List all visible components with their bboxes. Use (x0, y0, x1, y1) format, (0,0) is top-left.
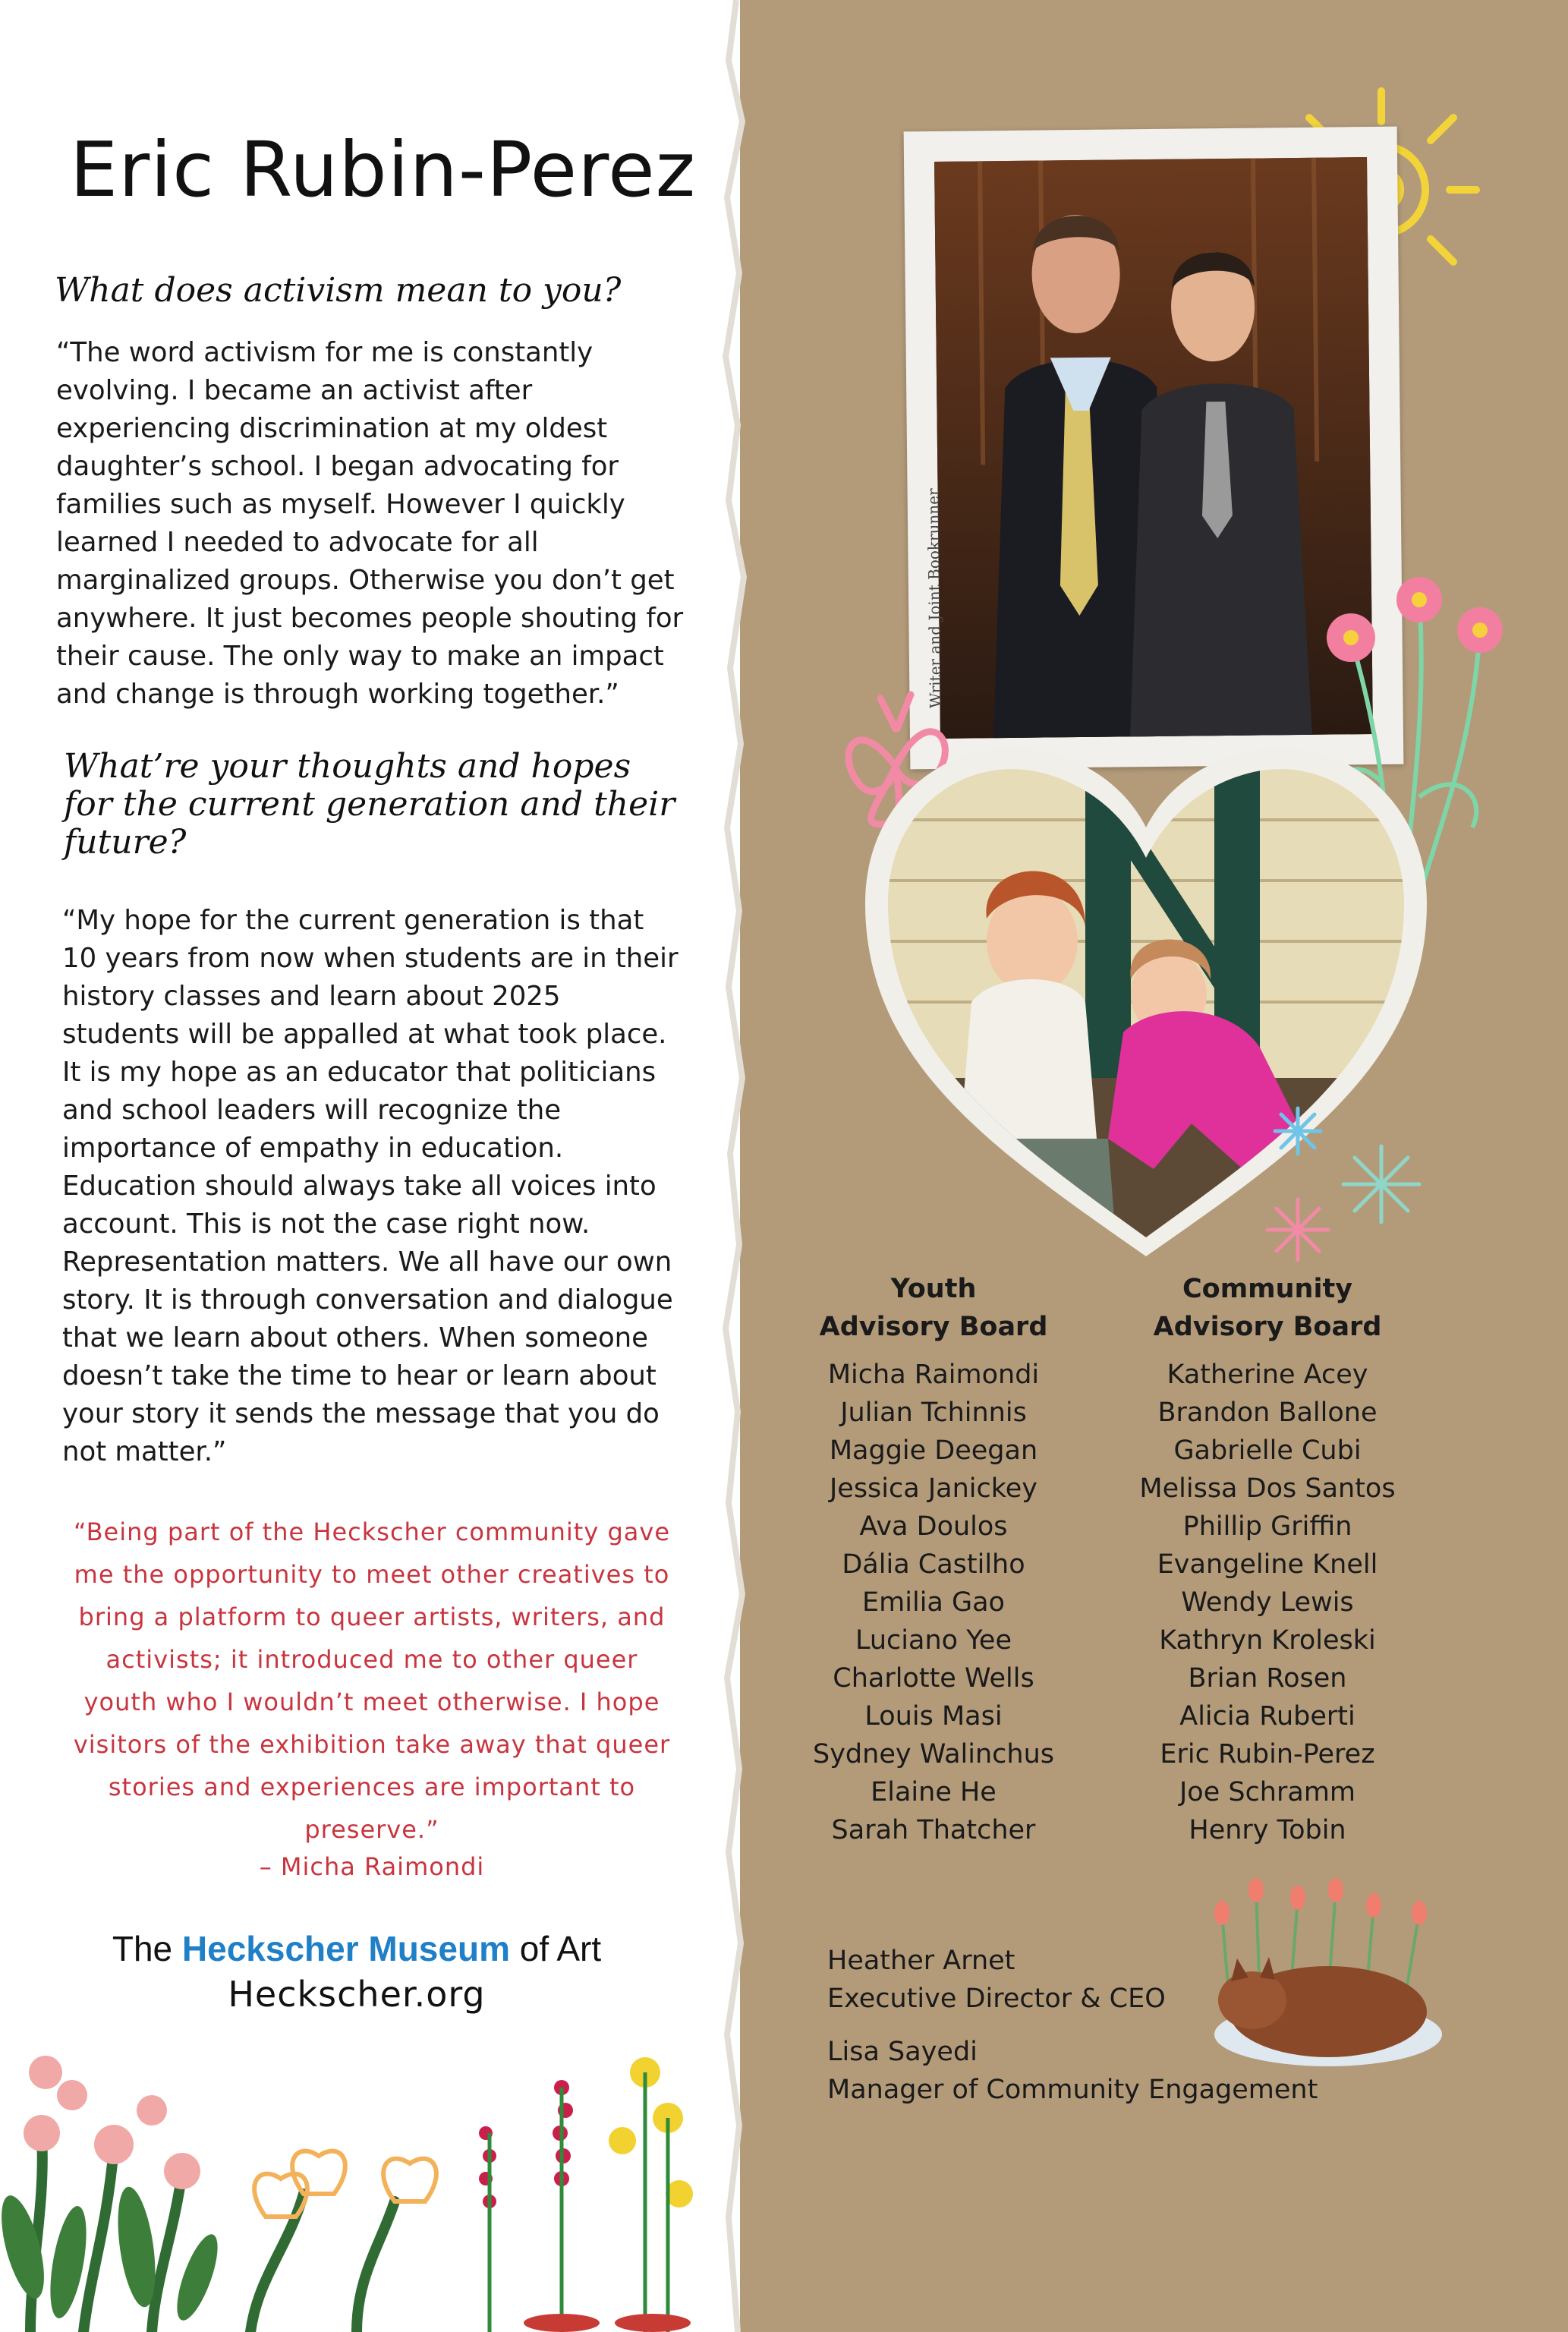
answer-hopes: “My hope for the current generation is that 10 years from now when students are in their history classes and learn about 2025 students will be appalled at what took place. It is my hope as an educator that politicians and school leaders will recognize the importance of empathy in education. Education should always take all voices into account. This is not the case right now. Representation matters. We all have our own story. It is through conversation and dialogue that we learn about others. When someone doesn’t take the time to hear or learn about your story it sends the message that you do not matter.” (62, 905, 679, 1467)
list-item: Sydney Walinchus (813, 1739, 1054, 1769)
list-item: Brian Rosen (1188, 1663, 1347, 1694)
staff-role: Manager of Community Engagement (827, 2075, 1318, 2105)
list-item: Evangeline Knell (1157, 1549, 1378, 1580)
list-item: Micha Raimondi (827, 1360, 1040, 1390)
question-activism: What does activism mean to you? (55, 271, 622, 310)
community-board-list (1116, 1356, 1419, 1849)
list-item: Elaine He (871, 1777, 997, 1807)
list-item: Melissa Dos Santos (1139, 1473, 1396, 1504)
list-item: Maggie Deegan (829, 1435, 1038, 1466)
youth-board-list (789, 1356, 1078, 1849)
testimonial-quote: “Being part of the Heckscher community gave me the opportunity to meet other creatives to bring a platform to queer artists, writers, and activists; it introduced me to other queer youth who I wouldn’t meet otherwise. I hope visitors of the exhibition take away that queer stories and experiences are important to preserve.” (73, 1517, 671, 1844)
youth-board-heading: Youth Advisory Board (819, 1274, 1048, 1342)
flowers-illustration (0, 2019, 713, 2332)
list-item: Phillip Griffin (1182, 1511, 1352, 1542)
list-item: Emilia Gao (862, 1587, 1005, 1618)
museum-website[interactable]: Heckscher.org (228, 1974, 486, 2015)
list-item: Alicia Ruberti (1179, 1701, 1355, 1732)
list-item: Kathryn Kroleski (1159, 1625, 1376, 1656)
list-item: Jessica Janickey (829, 1473, 1038, 1504)
list-item: Sarah Thatcher (831, 1815, 1036, 1845)
staff-role: Executive Director & CEO (827, 1984, 1166, 2014)
starburst-icons (1245, 1093, 1442, 1268)
list-item: Ava Doulos (859, 1511, 1008, 1542)
question-hopes: What’re your thoughts and hopes for the current generation and their future? (64, 747, 675, 862)
torn-paper-edge (683, 0, 767, 2332)
staff-name: Heather Arnet (827, 1946, 1015, 1976)
list-item: Luciano Yee (855, 1625, 1012, 1656)
answer-activism: “The word activism for me is constantly evolving. I became an activist after experiencing discrimination at my oldest daughter’s school. I began advocating for families such as myself. However I quickly learned I needed to advocate for all marginalized groups. Otherwise you don’t get anywhere. It just becomes people shouting for their cause. The only way to make an impact and change is through working together.” (56, 337, 684, 710)
community-board-heading: Community Advisory Board (1153, 1274, 1382, 1342)
staff-entry (827, 1942, 1166, 2018)
staff-name: Lisa Sayedi (827, 2037, 978, 2067)
list-item: Dália Castilho (842, 1549, 1025, 1580)
list-item: Eric Rubin-Perez (1160, 1739, 1375, 1769)
list-item: Louis Masi (864, 1701, 1003, 1732)
list-item: Wendy Lewis (1181, 1587, 1354, 1618)
list-item: Julian Tchinnis (840, 1398, 1027, 1428)
list-item: Joe Schramm (1179, 1777, 1356, 1807)
list-item: Brandon Ballone (1157, 1398, 1378, 1428)
page-title: Eric Rubin-Perez (70, 125, 697, 214)
list-item: Gabrielle Cubi (1173, 1435, 1362, 1466)
list-item: Henry Tobin (1189, 1815, 1346, 1845)
museum-name: The Heckscher Museum of Art (112, 1929, 602, 1968)
list-item: Katherine Acey (1167, 1360, 1368, 1390)
sleeping-cat-icon (1184, 1867, 1457, 2072)
photo-spine-caption: Writer and Joint Bookrunner (924, 488, 945, 709)
list-item: Charlotte Wells (833, 1663, 1034, 1694)
testimonial-attribution: – Micha Raimondi (259, 1852, 485, 1881)
